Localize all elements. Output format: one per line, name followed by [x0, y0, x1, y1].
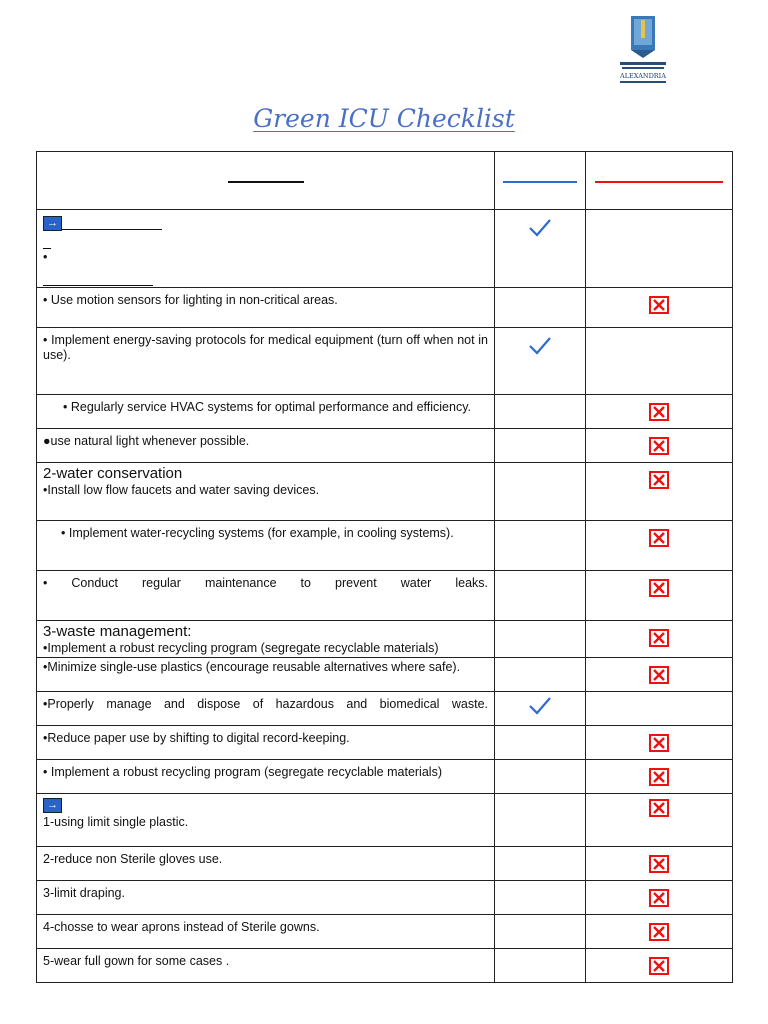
row-text: • Conduct regular maintenance to prevent water leaks. [43, 576, 488, 590]
red-x-box-icon [649, 471, 669, 489]
table-header-row [37, 152, 733, 210]
table-row [37, 210, 733, 288]
header-blue-underline [503, 181, 577, 183]
right-arrow-box-icon: → [43, 798, 62, 813]
table-row [37, 571, 733, 621]
header-red-underline [595, 181, 723, 183]
table-row [37, 794, 733, 847]
table-row [37, 949, 733, 983]
row-text: • [43, 250, 48, 264]
page-title: Green ICU Checklist [253, 104, 515, 133]
red-x-box-icon [649, 579, 669, 597]
red-x-box-icon [649, 296, 669, 314]
red-x-box-icon [649, 437, 669, 455]
alexandria-university-logo [612, 14, 674, 86]
row-text: •Properly manage and dispose of hazardous and biomedical waste. [43, 697, 488, 711]
section-heading: 3-waste management: [43, 623, 192, 640]
table-row [37, 726, 733, 760]
row-text: •Install low flow faucets and water saving devices. [43, 483, 320, 497]
red-x-box-icon [649, 957, 669, 975]
header-no-cell [586, 152, 733, 210]
blank-underline [43, 285, 153, 286]
blank-underline [62, 229, 162, 230]
header-yes-cell [495, 152, 586, 210]
row-text: 2-reduce non Sterile gloves use. [43, 852, 223, 866]
table-row [37, 915, 733, 949]
table-row [37, 395, 733, 429]
table-row [37, 429, 733, 463]
table-row [37, 463, 733, 521]
red-x-box-icon [649, 923, 669, 941]
row-text: 4-chosse to wear aprons instead of Sterile gowns. [43, 920, 320, 934]
section-heading: 2-water conservation [43, 465, 183, 482]
table-row [37, 692, 733, 726]
table-row [37, 760, 733, 794]
logo-text: ALEXANDRIA [620, 72, 666, 80]
row-text: • Implement energy-saving protocols for medical equipment (turn off when not in use). [43, 333, 488, 362]
row-text: • Regularly service HVAC systems for optimal performance and efficiency. [63, 400, 472, 414]
table-row [37, 521, 733, 571]
checkmark-icon [495, 210, 585, 238]
table-row [37, 658, 733, 692]
row-text: •Implement a robust recycling program (segregate recyclable materials) [43, 641, 439, 655]
table-row [37, 288, 733, 328]
row-text: • Use motion sensors for lighting in non-critical areas. [43, 293, 338, 307]
header-item-cell [37, 152, 495, 210]
row-text: 5-wear full gown for some cases . [43, 954, 230, 968]
checkmark-icon [495, 328, 585, 356]
row-text: ●use natural light whenever possible. [43, 434, 250, 448]
red-x-box-icon [649, 734, 669, 752]
row-text: •Minimize single-use plastics (encourage reusable alternatives where safe). [43, 660, 461, 674]
right-arrow-box-icon: → [43, 216, 62, 231]
table-row [37, 621, 733, 658]
header-underline [228, 181, 304, 183]
checklist-table [36, 151, 733, 983]
row-text: • Implement a robust recycling program (segregate recyclable materials) [43, 765, 442, 779]
table-row [37, 328, 733, 395]
red-x-box-icon [649, 889, 669, 907]
red-x-box-icon [649, 855, 669, 873]
red-x-box-icon [649, 768, 669, 786]
red-x-box-icon [649, 629, 669, 647]
row-text: • Implement water-recycling systems (for example, in cooling systems). [61, 526, 454, 540]
red-x-box-icon [649, 799, 669, 817]
row-text: 3-limit draping. [43, 886, 125, 900]
row-text: 1-using limit single plastic. [43, 815, 189, 829]
table-row [37, 847, 733, 881]
table-row [37, 881, 733, 915]
red-x-box-icon [649, 529, 669, 547]
row-text: •Reduce paper use by shifting to digital record-keeping. [43, 731, 350, 745]
checkmark-icon [495, 692, 585, 716]
red-x-box-icon [649, 403, 669, 421]
blank-underline [43, 248, 51, 249]
red-x-box-icon [649, 666, 669, 684]
